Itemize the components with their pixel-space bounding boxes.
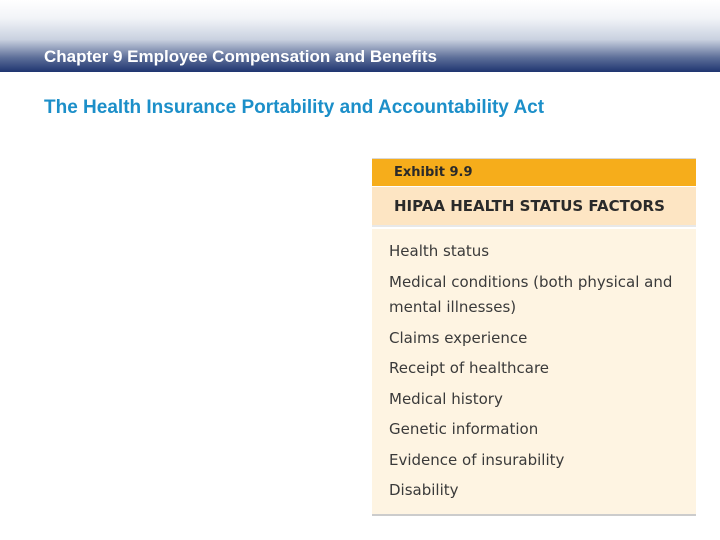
factor-medical-history: Medical history xyxy=(389,390,503,408)
factor-claims-experience: Claims experience xyxy=(389,329,528,347)
factor-health-status: Health status xyxy=(389,242,490,260)
exhibit-label-bar xyxy=(372,158,696,186)
factor-evidence-of-insurability: Evidence of insurability xyxy=(389,451,565,469)
factor-medical-conditions-cont: mental illnesses) xyxy=(389,298,517,316)
factor-genetic-information: Genetic information xyxy=(389,420,539,438)
chapter-title: Chapter 9 Employee Compensation and Benefits xyxy=(44,47,437,66)
exhibit-factor-list xyxy=(372,229,696,516)
exhibit-heading: HIPAA HEALTH STATUS FACTORS xyxy=(394,197,665,215)
exhibit-box xyxy=(372,158,696,516)
factor-disability: Disability xyxy=(389,481,459,499)
slide-title: The Health Insurance Portability and Accountability Act xyxy=(44,97,545,118)
exhibit-label: Exhibit 9.9 xyxy=(394,165,473,180)
exhibit-heading-bar xyxy=(372,187,696,227)
factor-medical-conditions: Medical conditions (both physical and xyxy=(389,273,673,291)
factor-receipt-of-healthcare: Receipt of healthcare xyxy=(389,359,550,377)
